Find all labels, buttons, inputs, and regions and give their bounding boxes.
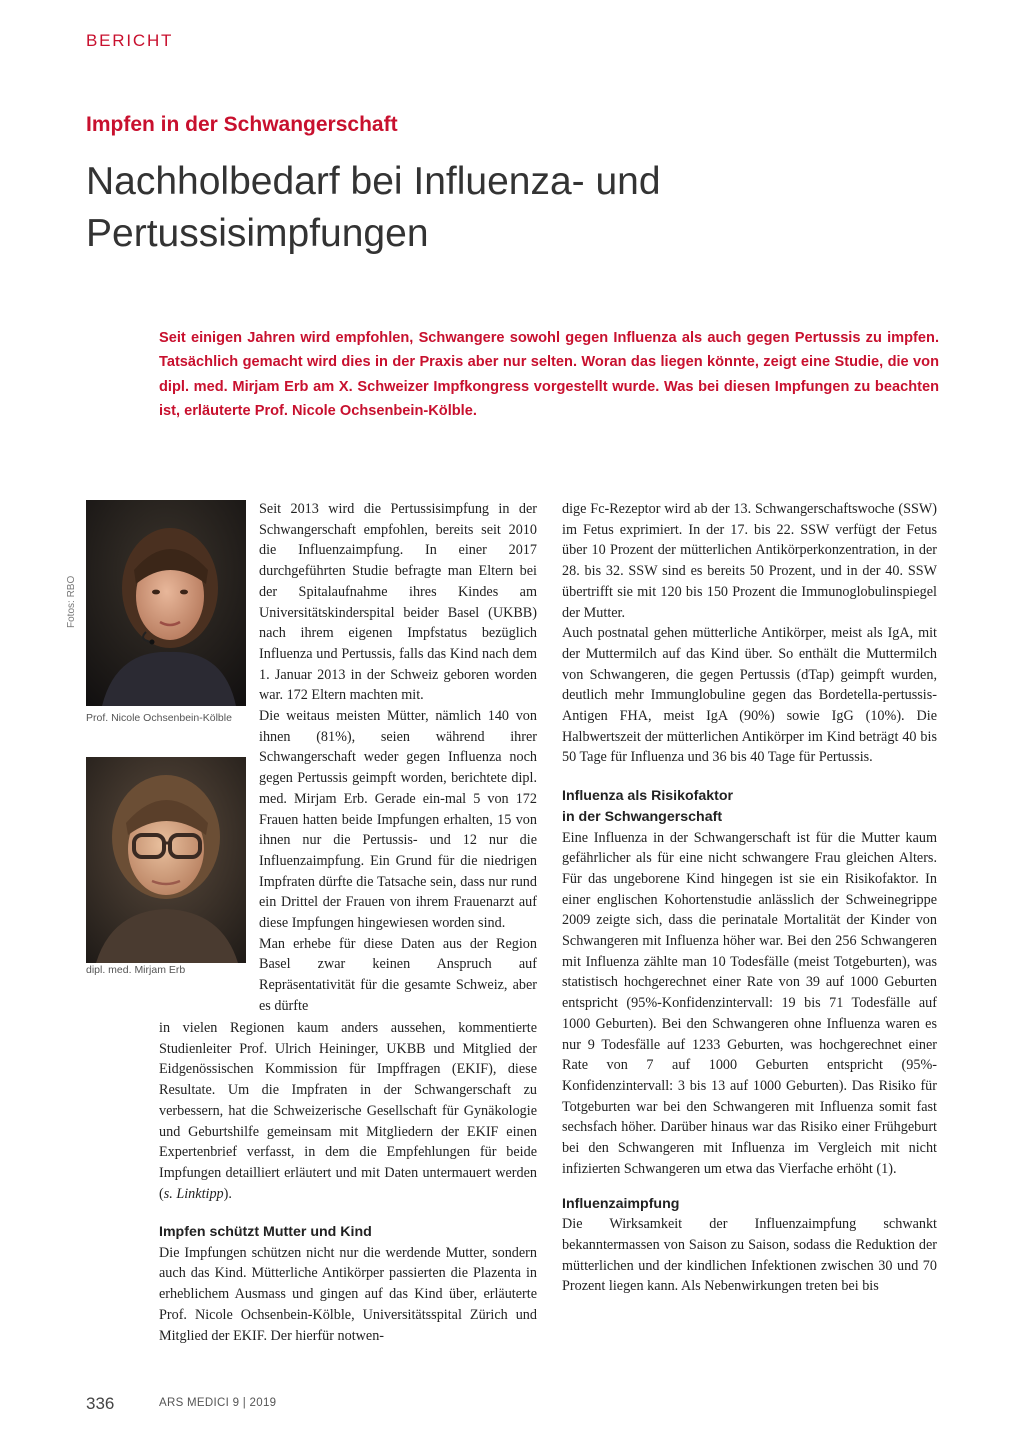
- body-text: in vielen Regionen kaum anders aussehen, kommentierte Studienleiter Prof. Ulrich Heininger, UKBB und Mitglied der Eidgenössischen Kommission für Impffragen (EKIF), diese Resultate. Um die Impfraten in der Schwangerschaft zu verbessern, hat die Schweizerische Gesellschaft für Gynäkologie und Geburtshilfe gemeinsam mit Mitgliedern der EKIF einen Expertenbrief verfasst, in dem die Empfehlungen für beide Impfungen detailliert erläutert und mit Daten untermauert werden (: [159, 1020, 537, 1202]
- article-headline: Nachholbedarf bei Influenza- und Pertussisimpfungen: [86, 160, 661, 255]
- body-paragraph: [159, 1018, 537, 1204]
- body-paragraph: Man erhebe für diese Daten aus der Region Basel zwar keinen Anspruch auf Repräsentativität für die gesamte Schweiz, aber es dürfte: [259, 935, 537, 1014]
- subheading: Influenzaimpfung: [562, 1195, 680, 1212]
- body-paragraph: Seit 2013 wird die Pertussisimpfung in der Schwangerschaft empfohlen, bereits seit 2010 die Influenzaimpfung. In einer 2017 durchgeführten Studie befragte man Eltern bei der Spitalaufnahme ihres Kindes am Universitätskinderspital beider Basel (UKBB) nach ihrem eigenen Impfstatus bezüglich Influenza und Pertussis, falls das Kind nach dem 1. Januar 2013 in der Schweiz geboren worden war. 172 Eltern machten mit.: [259, 501, 537, 704]
- photo-credit-text: Fotos: RBO: [66, 575, 77, 628]
- portrait-illustration: [86, 757, 246, 963]
- article-lead: Seit einigen Jahren wird empfohlen, Schwangere sowohl gegen Influenza als auch gegen Pertussis zu impfen. Tatsächlich gemacht wird dies in der Praxis aber nur selten. Woran das liegen könnte, zeigt eine Studie, die von dipl. med. Mirjam Erb am X. Schweizer Impfkongress vorgestellt wurde. Was bei diesen Impfungen zu beachten ist, erläuterte Prof. Nicole Ochsenbein-Kölble.: [159, 330, 939, 420]
- body-paragraph: Die Wirksamkeit der Influenzaimpfung schwankt bekanntermassen von Saison zu Saison, sodass die Reduktion der mütterlichen und der kindlichen Infektionen zwischen 30 und 70 Prozent liegen kann. Als Nebenwirkungen treten bei bis: [562, 1216, 937, 1295]
- body-paragraph: Die Impfungen schützen nicht nur die werdende Mutter, sondern auch das Kind. Mütterliche Antikörper passierten die Plazenta in erheblichem Ausmass und gingen auf das Kind über, erläuterte Prof. Nicole Ochsenbein-Kölble, Universitätsspital Zürich und Mitglied der EKIF. Der hierfür notwen-: [159, 1244, 537, 1344]
- body-column-1-lower: [159, 1018, 537, 1204]
- photo-credit: [66, 568, 78, 628]
- subheading: Influenza als Risikofaktor: [562, 788, 734, 805]
- link-tip-reference[interactable]: s. Linktipp: [163, 1185, 224, 1202]
- subheading: Impfen schützt Mutter und Kind: [159, 1224, 372, 1240]
- body-paragraph: Eine Influenza in der Schwangerschaft ist für die Mutter kaum gefährlicher als für eine nicht schwangere Frau gleichen Alters. Für das ungeborene Kind hingegen ist sie ein Risikofaktor. In einer englischen Kohortenstudie anlässlich der Schweinegrippe 2009 zeigte sich, dass die perinatale Mortalität der Kinder von Schwangeren mit Influenza höher war. Bei den 256 Schwangeren mit Influenza zählte man 10 Todesfälle (meist Totgeburten), was statistisch hochgerechnet einer Rate von 39 auf 1000 Geburten entspricht (95%-Konfidenzintervall: 19 bis 71 Todesfälle auf 1000 Geburten). Bei den Schwangeren ohne Influenza waren es nur 9 Todesfälle auf 1233 Geburten, was hochgerechnet einer Rate von 7 auf 1000 Geburten entspricht (95%-Konfidenzintervall: 3 bis 13 auf 1000 Geburten). Das Risiko für Totgeburten war bei den Schwangeren mit Influenza somit fast sechsfach höher. Darüber hinaus war das Risiko einer Frühgeburt bei den Schwangeren mit Influenza im Vergleich mit nicht infizierten Schwangeren um etwa das Vierfache erhöht (1).: [562, 829, 937, 1177]
- section-label: BERICHT: [86, 31, 174, 50]
- journal-issue: ARS MEDICI 9 | 2019: [159, 1397, 277, 1409]
- portrait-illustration: [86, 500, 246, 706]
- photo-caption-1: Prof. Nicole Ochsenbein-Kölble: [86, 712, 232, 724]
- body-column-2: [562, 499, 937, 1297]
- subheading: in der Schwangerschaft: [562, 808, 723, 825]
- portrait-photo-ochsenbein: [86, 500, 246, 706]
- body-paragraph: dige Fc-Rezeptor wird ab der 13. Schwangerschaftswoche (SSW) im Fetus exprimiert. In der 17. bis 22. SSW verfügt der Fetus über 10 Prozent der mütterlichen Antikörperkonzentration, in der 28. bis 32. SSW sind es bereits 50 Prozent, und in der 40. SSW übertrifft sie mit 120 bis 150 Prozent die Immunoglobulinspiegel der Mutter.: [562, 501, 937, 621]
- page-number: 336: [86, 1394, 115, 1413]
- photo-caption-2: dipl. med. Mirjam Erb: [86, 964, 186, 976]
- body-column-1-upper: [259, 499, 537, 1017]
- body-paragraph: Auch postnatal gehen mütterliche Antikörper, meist als IgA, mit der Muttermilch auf das Kind über. So enthält die Muttermilch von Schwangeren, die gegen Pertussis (dTap) geimpft wurden, deutlich mehr Immunglobuline gegen das Bordetella-pertussis-Antigen FHA, meist IgA (90%) sowie IgG (10%). Die Halbwertszeit der mütterlichen Antikörper im Kind beträgt 40 bis 50 Tage für Influenza und 36 bis 40 Tage für Pertussis.: [562, 625, 937, 766]
- portrait-photo-erb: [86, 757, 246, 963]
- body-text: ).: [223, 1185, 232, 1202]
- article-kicker: Impfen in der Schwangerschaft: [86, 113, 398, 136]
- body-paragraph: Die weitaus meisten Mütter, nämlich 140 von ihnen (81%), seien während ihrer Schwangerschaft weder gegen Influenza noch gegen Pertussis geimpft worden, berichtete dipl. med. Mirjam Erb. Gerade ein-mal 5 von 172 Frauen hatten beide Impfungen erhalten, 15 von ihnen nur die Pertussis- und 12 nur die Influenzaimpfung. Ein Grund für die niedrigen Impfraten dürfte die Tatsache sein, dass nur rund ein Drittel der Frauen von ihrem Frauenarzt auf diese Impfungen hingewiesen worden sind.: [259, 708, 537, 932]
- body-column-1-section: [159, 1222, 537, 1346]
